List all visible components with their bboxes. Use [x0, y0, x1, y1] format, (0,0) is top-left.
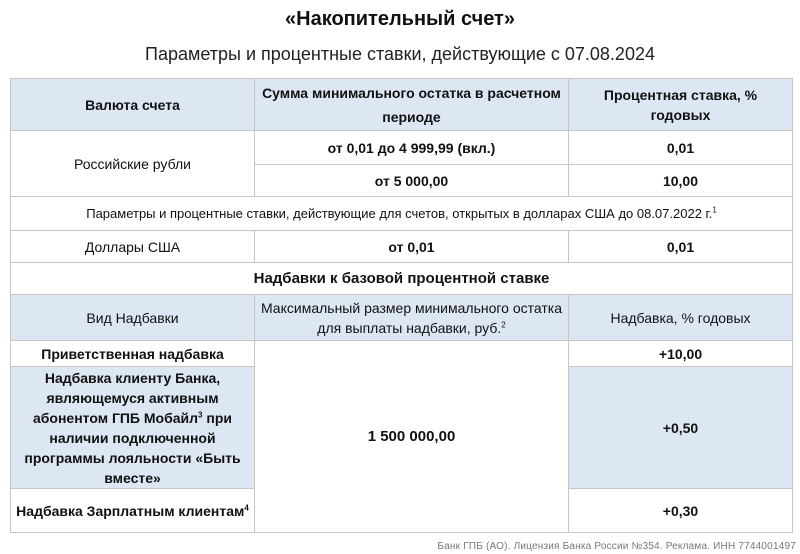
usd-row: [11, 231, 793, 263]
bonus-row-welcome: [11, 341, 793, 367]
bonus-welcome-name: Приветственная надбавка: [11, 341, 255, 367]
bonus-header-row: [11, 295, 793, 341]
header-rate: Процентная ставка, % годовых: [569, 79, 793, 131]
rub-rate-2: 10,00: [569, 165, 793, 197]
bonus-header-max: Максимальный размер минимального остатка для выплаты надбавки, руб.$^2$: [255, 295, 569, 341]
rub-currency: Российские рубли: [11, 131, 255, 197]
bonus-mobile-name: Надбавка клиенту Банка, являющемуся активным абонентом ГПБ Мобайл$^3$ при наличии подключенной программы лояльности «Быть вместе»: [11, 367, 255, 489]
bonus-salary-value: +0,30: [569, 489, 793, 533]
header-min-balance: Сумма минимального остатка в расчетном периоде: [255, 79, 569, 131]
bonus-mobile-value: +0,50: [569, 367, 793, 489]
usd-currency: Доллары США: [11, 231, 255, 263]
rub-rate-1: 0,01: [569, 131, 793, 165]
header-row: [11, 79, 793, 131]
header-currency: Валюта счета: [11, 79, 255, 131]
rates-table: [10, 78, 793, 533]
bonus-salary-name: Надбавка Зарплатным клиентам$^4$: [11, 489, 255, 533]
rub-range-2: от 5 000,00: [255, 165, 569, 197]
bonus-title-row: [11, 263, 793, 295]
usd-note-row: [11, 197, 793, 231]
bonus-title: Надбавки к базовой процентной ставке: [11, 263, 793, 295]
page-title: «Накопительный счет»: [285, 8, 515, 30]
bonus-header-value: Надбавка, % годовых: [569, 295, 793, 341]
rub-row-1: [11, 131, 793, 165]
bonus-max-balance: 1 500 000,00: [255, 341, 569, 533]
usd-note: Параметры и процентные ставки, действующие для счетов, открытых в долларах США до 08.07.2022 г.$^1$: [11, 197, 793, 231]
page-subtitle: Параметры и процентные ставки, действующие с 07.08.2024: [145, 44, 655, 64]
rub-range-1: от 0,01 до 4 999,99 (вкл.): [255, 131, 569, 165]
bonus-welcome-value: +10,00: [569, 341, 793, 367]
bonus-header-type: Вид Надбавки: [11, 295, 255, 341]
usd-range: от 0,01: [255, 231, 569, 263]
usd-rate: 0,01: [569, 231, 793, 263]
footer-disclaimer: Банк ГПБ (АО). Лицензия Банка России №354. Реклама. ИНН 7744001497: [437, 541, 796, 552]
